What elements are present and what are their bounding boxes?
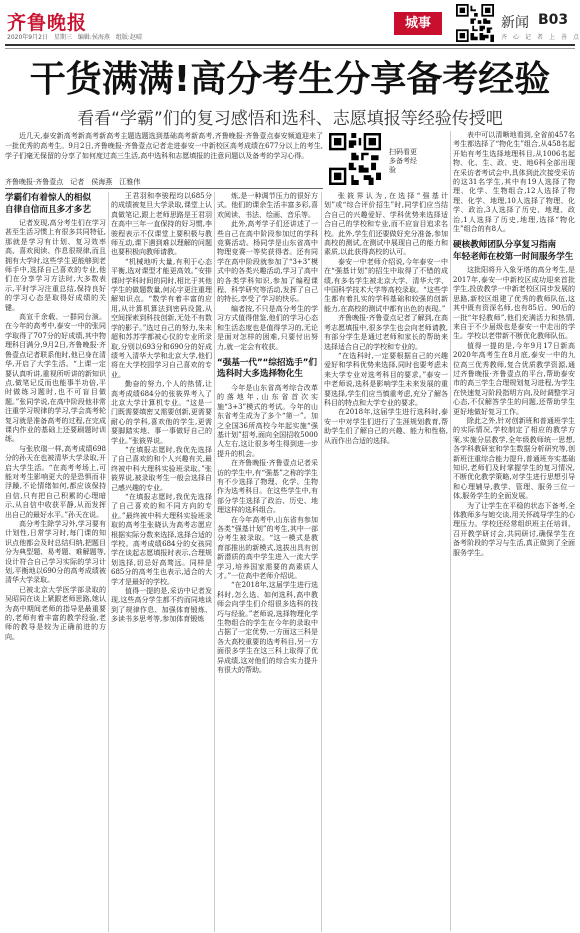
article-column-5 [453,131,575,931]
paragraph: 表中可以清晰地看到,全省前457名考生都选择了“物化生”组合,从458名起开始有考生选择地理科目,从1006名起物、化、生、政、史、地6科全部出现在采访者考试会中,具体到此次接受采访的这31名学生,其中有19人选择了物理、化学、生物组合,12人选择了物理、化学、地理,10人选择了物理、化学、政治,3人选择了历史、地理、政治,1人选择了历史,地理,选择“物化生”组合的有8人。 [453,131,575,234]
article-column-1 [5,192,106,932]
paragraph: “机械地听大量,有利于心态平衡,选对课型才能更高效。”安排课时学科时间的同时,相比于其他学生的做题数量,何沁宇更注重理解知识点。“数学有着丰富的应用,从计算机算法到密码设置,从空间探索到科技创新,无处不有数学的影子。”选过自己的努力,朱未超和苏苏学都被心仪的专业所录取,分别以693分和690分的好成绩考入清华大学和北京大学,他们将在大学校园学习自己喜欢的专业。 [111,257,212,379]
paragraph: “在填报志愿时,我优先选择了自己喜欢的和不同方向的专业。”最终被中科大理科实验班录取的高考生张晓认为高考志愿应根据实际分数来选择,选择合适的学校。高考成绩684分的女孩同学在谈起志愿填报时表示,合理规划选择,切忌好高骛远。同样是685分的高考生也表示,适合的大学才是最好的学校。 [111,493,212,586]
paragraph: 已被北京大学医学部录取的吴昭同在谈上紧跟老师思路,她认为高中期间老师的指导是最重要的,老师有着丰富的教学经验,老师的教导是较为正确前进的方向。 [5,585,106,641]
paragraph: 泰安一中老师介绍说,今年泰安一中在“强基计划”的招生中取得了不错的成绩,有多名学生被北京大学、清华大学、中国科学技术大学等高校录取。“这些学生都有着扎实的学科基础和较强的创新能力,在高校的测试中都有出色的表现。” [324,257,448,313]
newspaper-logo: 齐鲁晚报 [7,12,88,34]
paragraph: 齐鲁晚报·齐鲁壹点记者了解到,在高考志愿填报中,很多学生也会向老师请教,有部分学生是通过老师和家长的帮助来选择适合自己的学校和专业的。 [324,314,448,351]
header-rule [5,44,575,46]
paragraph: 为了让学生在平稳的状态下备考,全体教师多与她交谈,用关怀疏导学生的心理压力。学校还经常组织班主任培训、召开教学研讨会,共同研讨,确保学生在备考阶段的学习与生活,真正做到了全面服务学生。 [453,501,575,557]
headline: 干货满满!高分考生分享备考经验 [29,59,551,100]
column-divider [214,192,215,932]
masthead [0,0,580,44]
subheadline: 看看“学霸”们的复习感悟和选科、志愿填报等经验传授吧 [77,109,503,129]
byline-rule [5,188,323,189]
paragraph: 张筱界认为,在选择“强基计划”或“综合评价招生”时,同学们应当结合自己的兴趣爱好、学科优势来选择适合自己的学校和专业,而不应盲目追求名校。此外,学生们还要做好充分准备,参加高校的测试,在测试中展现自己的能力和素质,以此获得高校的认可。 [324,192,448,257]
paragraph: “在选科时,一定要根据自己的兴趣爱好和学科优势来选择,同时也要考虑未来大学专业对选考科目的要求。”泰安一中老师说,选科是影响学生未来发展的重要选择,学生们应当慎重考虑,充分了解各科目的特点和大学专业的要求。 [324,351,448,407]
qr-caption: 扫码看更多备考经验 [389,148,417,174]
column-divider [108,192,109,932]
paragraph: 值得一提的是,采访中记者发现,这些高分学生都不约而同地谈到了规律作息、加强体育锻炼、多读书多思考等,参加体育锻炼 [111,587,212,624]
article-column-4 [324,192,448,932]
paragraph: 此外,高考学子们还讲述了一些自己在高中阶段参加过的学科竞赛活动。杨同学是山东省高中物理竞赛一等奖获得者。还有同学在高中阶段就参加了“3+3”模式中的各类兴趣活动,学习了高中的各类学科知识,参加了编程课程、科学研究等活动,发挥了自己的特长,享受了学习的快乐。 [217,220,318,304]
article-qr-code-icon [329,133,381,185]
paragraph: 与张欣瑞一样,高考成绩698分的孙天在也被清华大学录取,开启大学生活。“在高考考场上,可能对考生影响更大的是恐惧而非浮躁,不论情绪如何,都应该保持自信,只有把自己积累的心理暗示,从自信中收获平静,从而发挥出自己的最好水平。”孙天在说。 [5,444,106,519]
section-heading: 硬核教师团队分享复习指南 年轻老师在校第一时间服务学生 [453,240,574,262]
byline: 齐鲁晚报·齐鲁壹点 记者 侯海燕 江雅伟 [5,178,141,186]
paragraph: 编者按,不只是高分考生的学习方式值得借鉴,他们的学习心态和生活态度也是值得学习的,无论是面对怎样的困难,只要付出努力,就一定会有收获。 [217,304,318,351]
paragraph: 炼,是一种调节压力的很好方式。他们的课余生活丰富多彩,喜欢阅读、书法、绘画、音乐等。 [217,192,318,219]
date-line: 2020年9月2日 星期三 编辑:侯海燕 组版:赵晴 [7,34,142,41]
qr-code-icon [456,4,494,42]
paragraph: 记者发现,高分考生们在学习甚至生活习惯上有很多共同特征,那就是学习有计划、复习效率高、喜欢阅读、作息很规律,而且拥有大学时,这些学生更能够到老师手中,选择自己喜欢的专业,他们在分享学习方法时,大多数表示,平时学习注重总结,保持良好的学习心态是取得好成绩的关键。 [5,219,106,312]
section-name: 新闻 [501,15,529,31]
paragraph: 这批阳将升入象牙塔的高分考生,是2017年,泰安一中新校区成功迎来首批学生,投放教学一中新老校区同步发展的思路,新校区组建了优秀的教师队伍,这其中既有资深名师,也有85后、90后的一批“年轻教师”,他们充满活力和热情,来自于不少届级也是泰安一中走出的学生。学校以老带新不断优化教师队伍。 [453,266,575,341]
column-divider [450,131,451,931]
paragraph: 王君羽和李骏程均以685分的成绩被复旦大学录取,课堂上认真做笔记,跟上老师思路是王君羽在高中三年一直保持的好习惯,李骏程表示不仅课堂上要积极与教师互动,课下遇到难以理解的问题也要积极向教师请教。 [111,192,212,257]
paragraph: 今年是山东省高考综合改革的落地年,山东省首次实施“3+3”模式的考试。今年的山东省考生成为了多个“第一”。加之全国36所高校今年起实施“强基计划”招考,面向全国招收5000人左右,这让很多考生得到进一步提升的机会。 [217,383,318,458]
paragraph: 除此之外,针对创新班和普通班学生的实际情况,学校制定了相应的教学方案,实施分层教学,全年级教师统一思想,各学科教研室和学生数据分析研究等,创新班注重综合能力提升,普通班夯实基础知识,老师们及时掌握学生的复习情况,不断优化教学策略,对学生进行思想引导和心理辅导,教学、管理、服务三位一体,服务学生的全面发展。 [453,416,575,501]
paragraph: 值得一提的是,今年9月17日新高2020年高考生在8月底,泰安一中的九位高三优秀教师,复合优质教学资源,通过齐鲁晚报·齐鲁壹点的平台,帮助泰安市的高三学生合理规划复习进程,为学生在快速复习阶段指明方向,及时调整学习心态,不仅解答学生的问题,还帮助学生更好地做好复习工作。 [453,341,575,416]
section-heading: “强基一代”“综招选手”们 选科时大多选择物化生 [217,357,317,380]
page-number: B03 [538,12,569,28]
paragraph: 高宣千余载、一群同台演。在今年的高考中,泰安一中的张同学取得了707分的好成绩,其中物理科目满分,9月2日,齐鲁晚报·齐鲁壹点记者联系他时,他已身在清华,开启了大学生活。“上课一定要认真听讲,重视所听讲的新知识点,做笔记反而也能事半功倍,平时做练习题时,也不可盲目做题。”张同学说,在高中阶段他非常注重学习规律的学习,学会高考轮复习就是准备高考的过程,在完成课内作业的基础上还要刷题时训练。 [5,313,106,444]
lede-paragraph: 近几天,泰安新高考新高考新高考主题选题选到基础高考新高考,齐鲁晚报·齐鲁壹点泰安频道迎来了一批优秀的高考生。9月2日,齐鲁晚报·齐鲁壹点记者走进泰安一中新校区高考成绩在677分以上的考生,学子们毫无保留的分享了如何度过高三生活,高中选科和志愿填报的注意问题以及备考的学习心得。 [5,132,323,160]
section-tag: 城事 [394,12,442,35]
section-heading: 学霸们有着惊人的相似 自律自信而且多才多艺 [5,193,91,215]
header-rule-thin [5,48,575,49]
paragraph: 在齐鲁晚报·齐鲁壹点记者采访的学生中,有“强基”之称的学生有不少选择了物理、化学、生物作为选考科目。在这些学生中,有部分学生选择了政治、历史、地理这样的选科组合。 [217,459,318,515]
paragraph: “在2018年,这届学生进行选科时,怎么选、如何选科,高中教师会向学生们介绍很多选科的技巧与经验。”老师说,选择物理化学生物组合的学生在今年的录取中占据了一定优势,一方面这三科是各大高校重要的选考科目,另一方面很多学生在这三科上取得了优异成绩,这对他们的综合实力提升有很大的帮助。 [217,581,318,675]
article-column-2 [111,192,212,932]
paragraph: “在填报志愿时,我优先选择了自己喜欢的和个人兴趣有关,最终被中科大理科实验班录取。”张筱界说,被录取考生一般会选择自己感兴趣的专业。 [111,445,212,492]
paragraph: 在2018年,这届学生进行选科时,泰安一中对学生们进行了生涯规划教育,帮助学生们了解自己的兴趣、能力和性格,从而作出合适的选择。 [324,408,448,445]
column-divider [321,192,322,932]
paragraph: 在今年高考中,山东省有参加各类“强基计划”的考生,其中一部分考生被录取。“这一模式是教育部推出的新模式,选拔出具有创新潜质的高中学生进入一流大学学习,培养国家需要的高素质人才。”一位高中老师介绍说。 [217,515,318,581]
article-column-3 [217,192,318,932]
paragraph: 勤奋的努力,个人的热情,让高考成绩684分的张筱界考入了北京大学计算机专业。“这是一门既需要缜密又需要创新,更需要耐心的学科,喜欢他的学生,更需要脚踏实地、事一事做好自己的学业。”张筱界说。 [111,380,212,445]
section-subtitle: 齐 心 记 者 上 善 点 [501,34,580,41]
paragraph: 高分考生除学习外,学习要有计划性,日常学习时,每门课的知识点他都会及时总结归纳,把题目分为典型题、易考题、难解题等,设计符合自己学习实际的学习计划,平衡地以690分的高考成绩被清华大学录取。 [5,520,106,585]
